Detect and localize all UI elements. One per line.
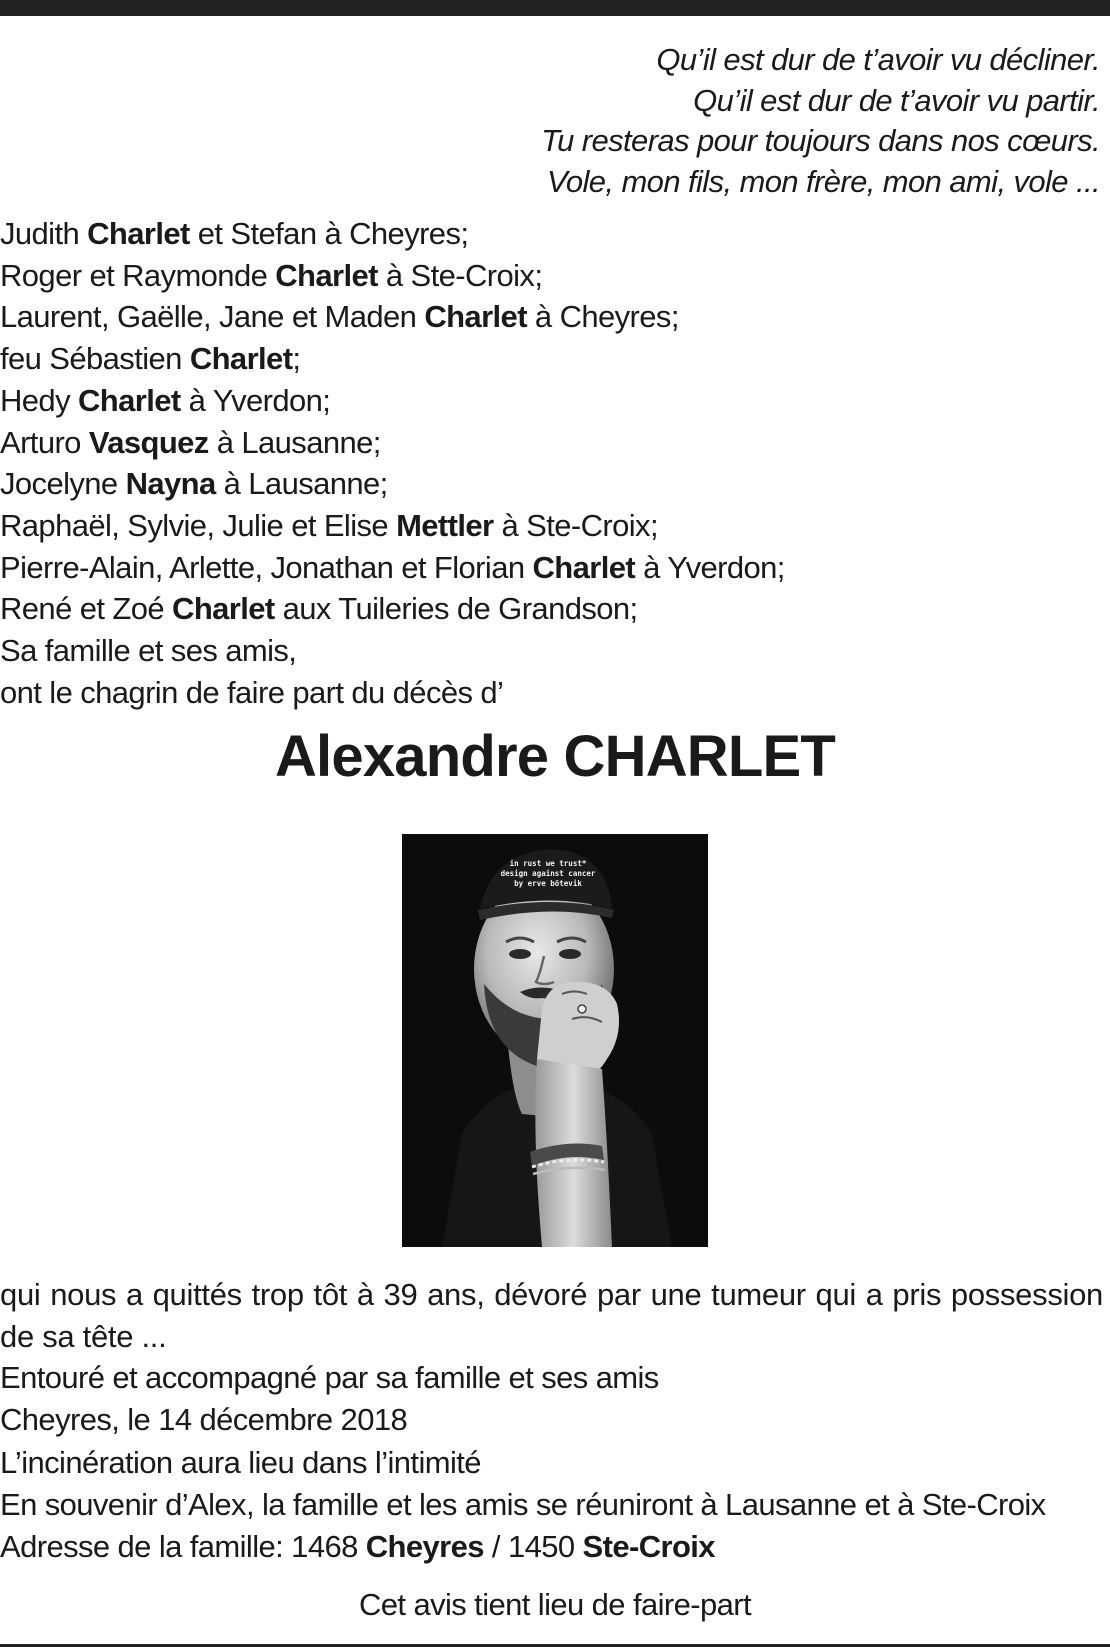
family-member-line: Roger et Raymonde Charlet à Ste-Croix; — [0, 257, 543, 293]
portrait-illustration — [402, 834, 708, 1247]
family-surname: Charlet — [77, 382, 181, 418]
family-surname: Charlet — [275, 257, 378, 293]
poem-line: Tu resteras pour toujours dans nos cœurs. — [541, 123, 1100, 158]
family-member-line: feu Sébastien Charlet; — [0, 341, 301, 377]
portrait-photo — [402, 834, 708, 1247]
family-member-line: Arturo Vasquez à Lausanne; — [0, 424, 381, 460]
poem-line: Qu’il est dur de t’avoir vu partir. — [693, 82, 1100, 118]
family-surname: Charlet — [424, 299, 527, 335]
family-member-line: Raphaël, Sylvie, Julie et Elise Mettler à Ste-Croix; — [0, 507, 658, 543]
family-surname: Vasquez — [88, 424, 209, 460]
place-date: Cheyres, le 14 décembre 2018 — [0, 1401, 408, 1437]
family-surname: Charlet — [172, 591, 275, 627]
opening-poem — [100, 40, 1100, 202]
accompanied-line: Entouré et accompagné par sa famille et ses amis — [0, 1360, 659, 1396]
family-address: Adresse de la famille: 1468 Cheyres / 1450 Ste-Croix — [0, 1528, 715, 1564]
family-surname: Nayna — [125, 466, 216, 502]
family-closing-line: ont le chagrin de faire part du décès d’ — [0, 674, 504, 710]
family-surname: Charlet — [87, 216, 190, 251]
poem-line: Vole, mon fils, mon frère, mon ami, vole ... — [546, 163, 1100, 199]
ceremony-line: L’incinération aura lieu dans l’intimité — [0, 1445, 481, 1481]
family-member-line: Hedy Charlet à Yverdon; — [0, 382, 331, 418]
family-member-line: Jocelyne Nayna à Lausanne; — [0, 466, 388, 502]
address-city: Ste-Croix — [582, 1528, 715, 1564]
cap-text-line: design against cancer — [500, 869, 596, 878]
poem-line: Qu’il est dur de t’avoir vu décliner. — [656, 42, 1100, 77]
deceased-name: Alexandre CHARLET — [274, 724, 836, 789]
family-list — [0, 213, 1100, 713]
family-surname: Charlet — [189, 341, 293, 377]
family-surname: Mettler — [396, 507, 494, 543]
family-member-line: Judith Charlet et Stefan à Cheyres; — [0, 216, 469, 251]
address-city: Cheyres — [365, 1528, 484, 1564]
notice-footer: Cet avis tient lieu de faire-part — [358, 1587, 751, 1622]
family-member-line: René et Zoé Charlet aux Tuileries de Grandson; — [0, 591, 638, 627]
bottom-border-rule — [0, 1644, 1110, 1647]
gathering-line: En souvenir d’Alex, la famille et les amis se réuniront à Lausanne et à Ste-Croix — [0, 1486, 1046, 1522]
top-border-rule — [0, 0, 1110, 16]
cap-text-line: in rust we trust* — [509, 859, 587, 868]
family-surname: Charlet — [532, 549, 636, 585]
passing-paragraph: qui nous a quittés trop tôt à 39 ans, dévoré par une tumeur qui a pris possession de sa tête ... — [0, 1277, 1103, 1354]
family-member-line: Pierre-Alain, Arlette, Jonathan et Florian Charlet à Yverdon; — [0, 549, 785, 585]
cap-text-line: by erve bötevik — [514, 879, 582, 888]
family-member-line: Laurent, Gaëlle, Jane et Maden Charlet à Cheyres; — [0, 299, 679, 335]
closing-text — [0, 1274, 1103, 1567]
family-closing-line: Sa famille et ses amis, — [0, 633, 297, 669]
